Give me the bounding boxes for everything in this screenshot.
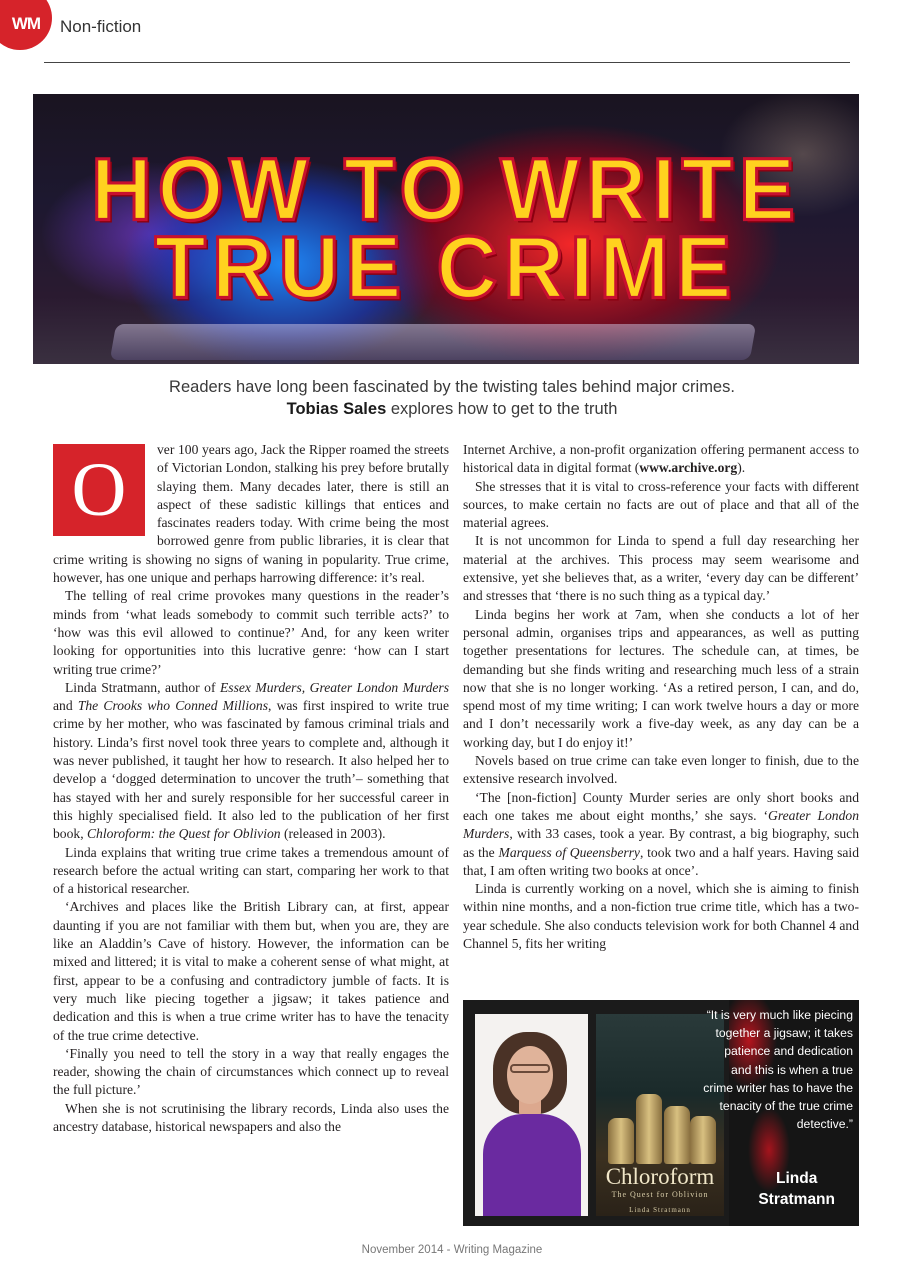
paragraph xyxy=(463,789,859,880)
text-run: ). xyxy=(737,460,746,476)
text-run: Internet Archive, a non-profit organization offering permanent access to historical data in digital format ( xyxy=(463,442,859,476)
text-run: , took two and a half years. Having said that, I am often writing two books at once’. xyxy=(463,844,859,878)
book-cover-subtitle: The Quest for Oblivion xyxy=(611,1190,709,1199)
paragraph: Linda is currently working on a novel, which she is aiming to finish within nine months, and a non-fiction true crime title, which has a two-year schedule. She also conducts television work for both Channel 4 and Channel 5, fits her writing xyxy=(463,881,859,952)
headline-line-2: TRUE CRIME xyxy=(154,217,738,317)
logo-text: WM xyxy=(11,14,41,33)
author-photo xyxy=(475,1014,588,1216)
attribution-first-name: Linda xyxy=(776,1170,818,1187)
paragraph: Linda begins her work at 7am, when she conducts a lot of her personal admin, organises trips and appearances, as well as putting together presentations for lectures. The schedule can, at times, be demanding but she finds writing and researching much less of a strain now that she is no longer working. ‘As a retired person, I can, and do, spend most of my time writing; I can work twelve hours a day or more and I don’t necessarily work a five-day week, as any day can be a working day, but I do enjoy it!’ xyxy=(463,606,859,750)
right-column xyxy=(463,441,859,953)
paragraph xyxy=(463,441,859,478)
bottle xyxy=(664,1106,690,1164)
book-cover-title: Chloroform xyxy=(605,1164,715,1189)
paragraph: Linda explains that writing true crime takes a tremendous amount of research before the actual writing can start, comparing her work to that of a historical researcher. xyxy=(53,844,449,897)
attribution-last-name: Stratmann xyxy=(758,1191,835,1208)
bottle xyxy=(608,1118,634,1164)
left-column xyxy=(53,441,449,1136)
book-title: Chloroform: the Quest for Oblivion xyxy=(86,826,281,842)
standfirst xyxy=(0,376,904,420)
drop-cap: O xyxy=(53,444,145,536)
book-title: The Crooks who Conned Millions xyxy=(77,698,268,714)
header-rule xyxy=(44,62,850,63)
headline-line-1: HOW TO WRITE xyxy=(91,139,801,239)
standfirst-line-2-rest: explores how to get to the truth xyxy=(386,400,618,418)
book-title: Greater London Murders xyxy=(463,807,859,842)
text-run: ‘The [non-fiction] County Murder series are only short books and each one takes me about eight months,’ she says. ‘ xyxy=(463,789,859,823)
magazine-logo xyxy=(0,0,52,50)
text-run: , with 33 cases, took a year. By contrast, a big biography, such as the xyxy=(463,826,859,860)
byline-author: Tobias Sales xyxy=(286,400,387,418)
text-run: and xyxy=(53,698,78,714)
book-title: Essex Murders, Greater London Murders xyxy=(219,679,449,695)
archive-link[interactable]: www.archive.org xyxy=(639,460,738,476)
paragraph xyxy=(53,441,449,587)
bottles-illustration xyxy=(604,1084,716,1164)
standfirst-line-1: Readers have long been fascinated by the twisting tales behind major crimes. xyxy=(169,378,735,396)
pull-quote: “It is very much like piecing together a jigsaw; it takes patience and dedication and this is when a true crime writer has to have the tenacity of the true crime detective.” xyxy=(703,1008,853,1132)
photo-body xyxy=(483,1114,581,1216)
siren-light-bar xyxy=(110,324,756,360)
photo-face xyxy=(507,1046,553,1104)
text-run: Linda Stratmann, author of xyxy=(65,679,220,695)
paragraph xyxy=(53,679,449,844)
section-label: Non-fiction xyxy=(60,17,142,36)
book-cover-author: Linda Stratmann xyxy=(629,1206,691,1214)
book-title: Marquess of Queensberry xyxy=(498,844,640,860)
paragraph: She stresses that it is vital to cross-reference your facts with different sources, to make certain no facts are out of place and that all of the material agrees. xyxy=(463,478,859,531)
photo-glasses xyxy=(510,1064,550,1073)
text-run: (released in 2003). xyxy=(280,826,386,842)
paragraph: Novels based on true crime can take even longer to finish, due to the extensive research involved. xyxy=(463,753,859,787)
paragraph: ‘Archives and places like the British Library can, at first, appear daunting if you are not familiar with them but, when you are, they are like an Aladdin’s Cave of history. However, the information can be mixed and littered; it is vital to make a coherent sense of what might, at first, appear to be a confusing and contradictory jumble of facts. It is very much like piecing together a jigsaw; it takes patience and dedication and this is when a true crime writer has to have the tenacity of the true crime detective. xyxy=(53,899,449,1043)
pull-quote-attribution xyxy=(758,1168,835,1210)
paragraph: When she is not scrutinising the library records, Linda also uses the ancestry database, historical newspapers and also the xyxy=(53,1100,449,1134)
page-footer: November 2014 - Writing Magazine xyxy=(361,1244,543,1256)
paragraph: It is not uncommon for Linda to spend a full day researching her material at the archives. This process may seem wearisome and extensive, yet she believes that, as a writer, ‘every day can be different’ and stresses that ‘there is no such thing as a typical day.’ xyxy=(463,533,859,604)
author-quote-panel xyxy=(463,1000,859,1226)
paragraph: ‘Finally you need to tell the story in a way that really engages the reader, showing the chain of circumstances which connect up to reveal the full picture.’ xyxy=(53,1045,449,1098)
text-run: , was first inspired to write true crime by her mother, who was fascinated by famous criminal trials and history. Linda’s first novel took three years to complete and, although it was never published, it taught her how to research. It also helped her to develop a ‘dogged determination to uncover the truth’– something that has stayed with her and surely responsible for her successful career in this highly specialised field. It also led to the publication of her first book, xyxy=(53,698,449,842)
hero-image xyxy=(33,94,859,364)
paragraph-text: ver 100 years ago, Jack the Ripper roamed the streets of Victorian London, stalking his prey before brutally slaying them. Many decades later, there is still an aspect of these sadistic killings that entices and fascinates readers today. With crime being the most borrowed genre from public libraries, it is clear that crime writing is showing no signs of waning in popularity. True crime, however, has one unique and perhaps harrowing difference: it’s real. xyxy=(53,442,449,586)
standfirst-line-2 xyxy=(0,398,904,420)
bottle xyxy=(636,1094,662,1164)
paragraph: The telling of real crime provokes many questions in the reader’s minds from ‘what leads somebody to commit such terrible acts?’ to ‘how was this evil allowed to continue?’ And, for any keen writer looking for opportunities into this lucrative genre: ‘how can I start writing true crime?’ xyxy=(53,588,449,677)
